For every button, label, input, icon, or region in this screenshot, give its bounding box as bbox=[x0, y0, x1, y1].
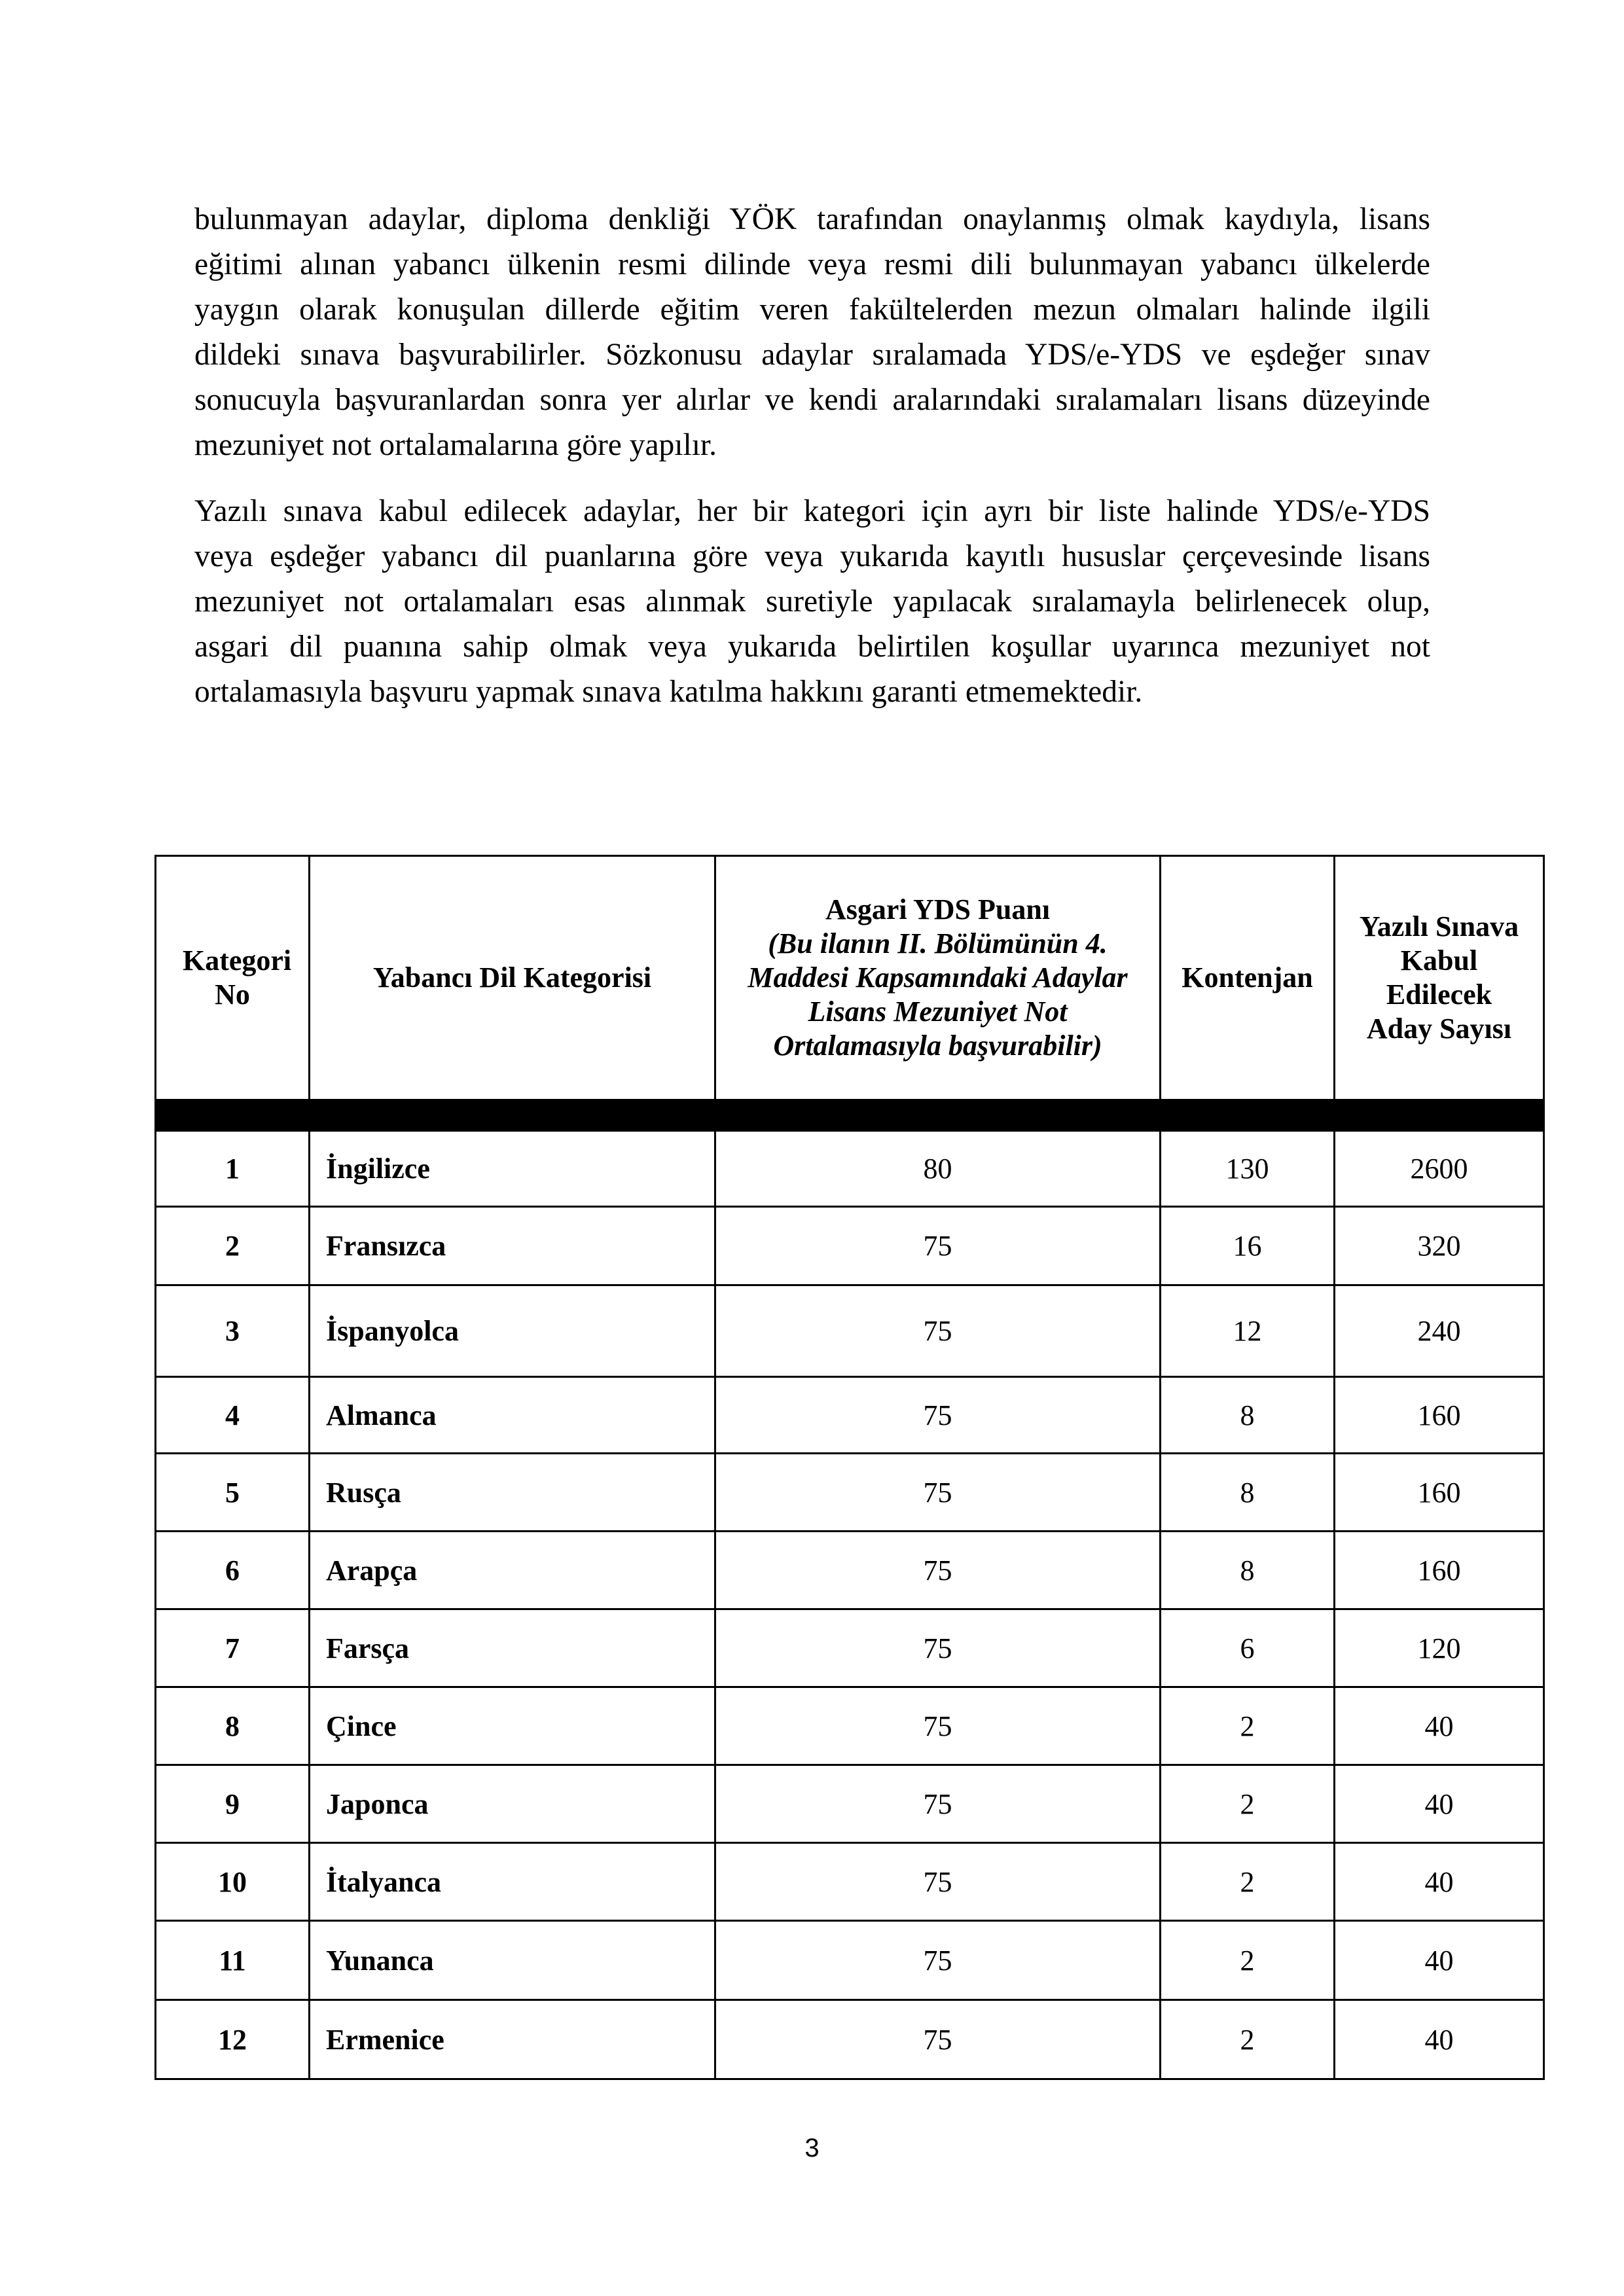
table-header-row bbox=[156, 856, 1544, 1100]
language-cell: İtalyanca bbox=[310, 1843, 715, 1921]
category-no-cell: 4 bbox=[156, 1377, 310, 1454]
header-language-category: Yabancı Dil Kategorisi bbox=[310, 856, 715, 1100]
table-row bbox=[156, 1207, 1544, 1285]
quota-cell: 8 bbox=[1161, 1454, 1335, 1532]
admitted-cell: 40 bbox=[1335, 1843, 1544, 1921]
table-row bbox=[156, 1687, 1544, 1765]
header-quota: Kontenjan bbox=[1161, 856, 1335, 1100]
min-score-cell: 75 bbox=[715, 1454, 1161, 1532]
text-line: yaygın olarak konuşulan dillerde eğitim veren fakültelerden mezun olmaları halinde ilgili bbox=[194, 293, 1430, 327]
min-score-cell: 75 bbox=[715, 1921, 1161, 2000]
min-score-cell: 75 bbox=[715, 1377, 1161, 1454]
category-no-cell: 12 bbox=[156, 2000, 310, 2079]
header-category-no: Kategori No bbox=[156, 856, 310, 1100]
separator-cell bbox=[310, 1100, 715, 1131]
min-score-cell: 75 bbox=[715, 1609, 1161, 1687]
separator-cell bbox=[715, 1100, 1161, 1131]
min-score-cell: 75 bbox=[715, 1765, 1161, 1843]
table-row bbox=[156, 1285, 1544, 1377]
admitted-cell: 40 bbox=[1335, 1921, 1544, 2000]
category-no-cell: 3 bbox=[156, 1285, 310, 1377]
admitted-cell: 40 bbox=[1335, 1765, 1544, 1843]
separator-cell bbox=[1335, 1100, 1544, 1131]
category-no-cell: 9 bbox=[156, 1765, 310, 1843]
text-line: asgari dil puanına sahip olmak veya yukarıda belirtilen koşullar uyarınca mezuniyet not bbox=[194, 630, 1430, 664]
admitted-cell: 160 bbox=[1335, 1377, 1544, 1454]
page-number: 3 bbox=[804, 2134, 820, 2162]
text-line: veya eşdeğer yabancı dil puanlarına göre veya yukarıda kayıtlı hususlar çerçevesinde lisans bbox=[194, 539, 1430, 573]
category-no-cell: 7 bbox=[156, 1609, 310, 1687]
text-line: dildeki sınava başvurabilirler. Sözkonusu adaylar sıralamada YDS/e-YDS ve eşdeğer sınav bbox=[194, 338, 1430, 372]
text-line: mezuniyet not ortalamalarına göre yapılır. bbox=[194, 428, 717, 462]
quota-cell: 2 bbox=[1161, 1765, 1335, 1843]
header-min-score-note: (Bu ilanın II. Bölümünün 4. Maddesi Kapsamındaki Adaylar Lisans Mezuniyet Not Ortalamasıyla başvurabilir) bbox=[748, 927, 1128, 1062]
min-score-cell: 75 bbox=[715, 1207, 1161, 1285]
admitted-cell: 2600 bbox=[1335, 1131, 1544, 1207]
table-row bbox=[156, 1532, 1544, 1609]
category-no-cell: 5 bbox=[156, 1454, 310, 1532]
table-row bbox=[156, 1377, 1544, 1454]
table-separator-bar bbox=[156, 1100, 1544, 1131]
category-no-cell: 1 bbox=[156, 1131, 310, 1207]
table-row bbox=[156, 1765, 1544, 1843]
admitted-cell: 40 bbox=[1335, 2000, 1544, 2079]
min-score-cell: 75 bbox=[715, 2000, 1161, 2079]
language-cell: Yunanca bbox=[310, 1921, 715, 2000]
quota-cell: 2 bbox=[1161, 2000, 1335, 2079]
header-min-score-title: Asgari YDS Puanı bbox=[825, 893, 1051, 925]
language-cell: Farsça bbox=[310, 1609, 715, 1687]
min-score-cell: 75 bbox=[715, 1687, 1161, 1765]
quota-cell: 12 bbox=[1161, 1285, 1335, 1377]
quota-cell: 130 bbox=[1161, 1131, 1335, 1207]
admitted-cell: 160 bbox=[1335, 1454, 1544, 1532]
text-line: bulunmayan adaylar, diploma denkliği YÖK tarafından onaylanmış olmak kaydıyla, lisans bbox=[194, 202, 1430, 236]
paragraph-eligibility bbox=[194, 197, 1430, 468]
language-cell: Ermenice bbox=[310, 2000, 715, 2079]
paragraph-admission bbox=[194, 489, 1430, 715]
admitted-cell: 160 bbox=[1335, 1532, 1544, 1609]
min-score-cell: 75 bbox=[715, 1843, 1161, 1921]
text-line: ortalamasıyla başvuru yapmak sınava katılma hakkını garanti etmemektedir. bbox=[194, 675, 1143, 709]
language-category-table bbox=[154, 855, 1545, 2080]
admitted-cell: 240 bbox=[1335, 1285, 1544, 1377]
category-no-cell: 6 bbox=[156, 1532, 310, 1609]
separator-cell bbox=[1161, 1100, 1335, 1131]
category-no-cell: 10 bbox=[156, 1843, 310, 1921]
separator-cell bbox=[156, 1100, 310, 1131]
admitted-cell: 320 bbox=[1335, 1207, 1544, 1285]
table-row bbox=[156, 1921, 1544, 2000]
language-cell: Almanca bbox=[310, 1377, 715, 1454]
text-line: sonucuyla başvuranlardan sonra yer alırlar ve kendi aralarındaki sıralamaları lisans düzeyinde bbox=[194, 383, 1430, 417]
table-row bbox=[156, 1843, 1544, 1921]
quota-cell: 8 bbox=[1161, 1532, 1335, 1609]
table-row bbox=[156, 1454, 1544, 1532]
category-no-cell: 2 bbox=[156, 1207, 310, 1285]
language-cell: Arapça bbox=[310, 1532, 715, 1609]
header-admitted: Yazılı Sınava Kabul Edilecek Aday Sayısı bbox=[1335, 856, 1544, 1100]
quota-cell: 2 bbox=[1161, 1843, 1335, 1921]
language-cell: İngilizce bbox=[310, 1131, 715, 1207]
text-line: Yazılı sınava kabul edilecek adaylar, her bir kategori için ayrı bir liste halinde YDS/e-YDS bbox=[194, 494, 1430, 528]
admitted-cell: 120 bbox=[1335, 1609, 1544, 1687]
language-cell: Çince bbox=[310, 1687, 715, 1765]
language-cell: Fransızca bbox=[310, 1207, 715, 1285]
quota-cell: 2 bbox=[1161, 1921, 1335, 2000]
quota-cell: 8 bbox=[1161, 1377, 1335, 1454]
header-min-score bbox=[715, 856, 1161, 1100]
table-row bbox=[156, 2000, 1544, 2079]
text-line: eğitimi alınan yabancı ülkenin resmi dilinde veya resmi dili bulunmayan yabancı ülkelerde bbox=[194, 247, 1430, 281]
language-cell: Japonca bbox=[310, 1765, 715, 1843]
language-cell: İspanyolca bbox=[310, 1285, 715, 1377]
category-no-cell: 8 bbox=[156, 1687, 310, 1765]
text-line: mezuniyet not ortalamaları esas alınmak suretiyle yapılacak sıralamayla belirlenecek olup, bbox=[194, 584, 1430, 619]
admitted-cell: 40 bbox=[1335, 1687, 1544, 1765]
min-score-cell: 75 bbox=[715, 1532, 1161, 1609]
min-score-cell: 75 bbox=[715, 1285, 1161, 1377]
min-score-cell: 80 bbox=[715, 1131, 1161, 1207]
quota-cell: 6 bbox=[1161, 1609, 1335, 1687]
quota-cell: 2 bbox=[1161, 1687, 1335, 1765]
category-no-cell: 11 bbox=[156, 1921, 310, 2000]
language-cell: Rusça bbox=[310, 1454, 715, 1532]
table-row bbox=[156, 1131, 1544, 1207]
table-row bbox=[156, 1609, 1544, 1687]
quota-cell: 16 bbox=[1161, 1207, 1335, 1285]
